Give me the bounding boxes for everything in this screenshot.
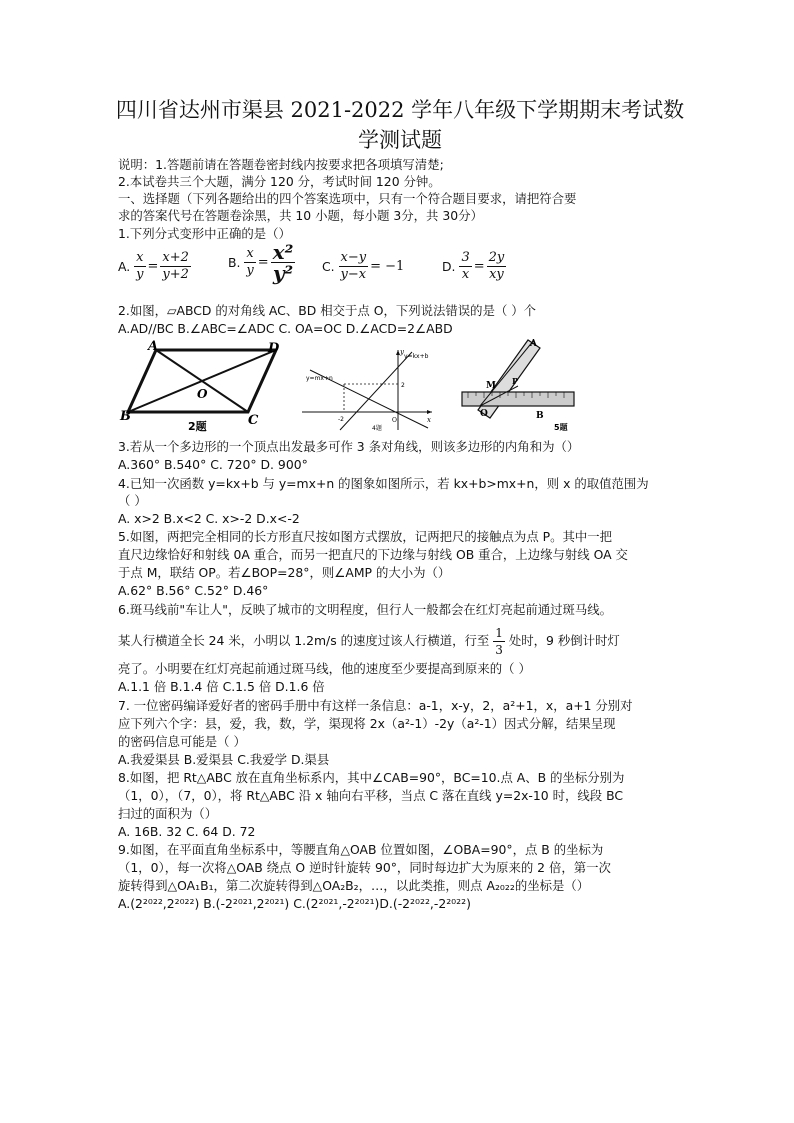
- q1-option-d: D. $\frac{3}{x}$ = $\frac{2y}{xy}$: [442, 250, 505, 282]
- section-heading-1: 一、选择题（下列各题给出的四个答案选项中，只有一个符合题目要求，请把符合要: [118, 191, 577, 206]
- q2-options: A.AD//BC B.∠ABC=∠ADC C. OA=OC D.∠ACD=2∠ABD: [118, 321, 453, 336]
- q9-line-2: （1，0），每一次将△OAB 绕点 O 逆时针旋转 90°，同时每边扩大为原来的 2 倍，第一次: [118, 860, 611, 875]
- q9-line-1: 9.如图，在平面直角坐标系中，等腰直角△OAB 位置如图，∠OBA=90°，点 B 的坐标为: [118, 842, 604, 857]
- linear-functions-figure: [300, 346, 434, 432]
- q8-line-1: 8.如图，把 Rt△ABC 放在直角坐标系内，其中∠CAB=90°，BC=10.点 A、B 的坐标分别为: [118, 770, 625, 785]
- note-1: 说明：1.答题前请在答题卷密封线内按要求把各项填写清楚;: [118, 157, 444, 172]
- figure-caption: 5题: [554, 423, 568, 432]
- q7-line-2: 应下列六个字：县，爱，我，数，学，渠现将 2x（a²-1）-2y（a²-1）因式分解，结果呈现: [118, 716, 616, 731]
- rulers-figure: [458, 338, 576, 434]
- label-value-minus-2: -2: [338, 416, 344, 423]
- q5-line-2: 直尺边缘恰好和射线 0A 重合，而另一把直尺的下边缘与射线 OB 重合，上边缘与射线 OA 交: [118, 547, 628, 562]
- q1-option-a: A. $\frac{x}{y}$ = $\frac{x+2}{y+2}$: [118, 250, 189, 282]
- label-c: C: [248, 413, 259, 428]
- horizontal-ruler: [462, 392, 574, 406]
- label-a: A: [530, 339, 537, 349]
- q6-options: A.1.1 倍 B.1.4 倍 C.1.5 倍 D.1.6 倍: [118, 679, 325, 694]
- x-axis-arrow-icon: [427, 410, 432, 414]
- section-heading-2: 求的答案代号在答题卷涂黑，共 10 小题，每小题 3分，共 30分）: [118, 208, 483, 223]
- q9-line-3: 旋转得到△OA₁B₁，第二次旋转得到△OA₂B₂，…，以此类推，则点 A₂₀₂₂的坐标是（）: [118, 878, 590, 893]
- label-value-2: 2: [401, 382, 405, 389]
- label-o: O: [197, 387, 208, 401]
- q5-line-3: 于点 M，联结 OP。若∠BOP=28°，则∠AMP 的大小为（）: [118, 565, 451, 580]
- page-title: 四川省达州市渠县 2021-2022 学年八年级下学期期末考试数: [115, 98, 685, 122]
- label-o: O: [480, 409, 488, 419]
- label-origin: O: [392, 417, 397, 424]
- q8-line-2: （1，0），（7，0），将 Rt△ABC 沿 x 轴向右平移，当点 C 落在直线 y=2x-10 时，线段 BC: [118, 788, 624, 803]
- parallelogram-figure: [118, 340, 278, 432]
- label-a: A: [148, 339, 159, 354]
- q8-options: A. 16B. 32 C. 64 D. 72: [118, 824, 256, 839]
- label-line1: y=kx+b: [404, 353, 429, 360]
- q5-options: A.62° B.56° C.52° D.46°: [118, 583, 269, 598]
- q7-options: A.我爱渠县 B.爱渠县 C.我爱学 D.渠县: [118, 752, 330, 767]
- q7-line-1: 7. 一位密码编译爱好者的密码手册中有这样一条信息：a-1，x-y，2，a²+1，x，a+1 分别对: [118, 698, 633, 713]
- q6-line-1: 6.斑马线前"车让人"，反映了城市的文明程度，但行人一般都会在红灯亮起前通过斑马线。: [118, 602, 613, 617]
- q4-stem-cont: （ ）: [118, 493, 147, 508]
- figure-caption: 2题: [188, 420, 207, 433]
- q4-options: A. x>2 B.x<2 C. x>-2 D.x<-2: [118, 511, 300, 526]
- q5-line-1: 5.如图，两把完全相同的长方形直尺按如图方式摆放，记两把尺的接触点为点 P。其中一把: [118, 529, 613, 544]
- label-x: x: [427, 416, 431, 424]
- line-kx-plus-b: [340, 352, 412, 430]
- q1-option-c: C. $\frac{x-y}{y-x}$ = −1: [322, 250, 405, 282]
- q8-line-3: 扫过的面积为（）: [118, 806, 218, 821]
- label-p: P: [512, 376, 519, 386]
- q2-stem: 2.如图，▱ABCD 的对角线 AC、BD 相交于点 O，下列说法错误的是（ ）个: [118, 303, 537, 318]
- q7-line-3: 的密码信息可能是（ ）: [118, 734, 246, 749]
- label-m: M: [486, 381, 496, 391]
- label-b: B: [120, 409, 131, 424]
- q9-options: A.(2²⁰²²,2²⁰²²) B.(-2²⁰²¹,2²⁰²¹) C.(2²⁰²¹,-2²⁰²¹)D.(-2²⁰²²,-2²⁰²²): [118, 896, 471, 911]
- q3-stem: 3.若从一个多边形的一个顶点出发最多可作 3 条对角线，则该多边形的内角和为（）: [118, 439, 580, 454]
- q6-line-3: 亮了。小明要在红灯亮起前通过斑马线，他的速度至少要提高到原来的（ ）: [118, 661, 531, 676]
- figure-caption: 4题: [372, 425, 382, 432]
- page-title-cont: 学测试题: [358, 128, 442, 152]
- label-b: B: [536, 411, 544, 421]
- q6-line-2: 某人行横道全长 24 米，小明以 1.2m/s 的速度过该人行横道，行至 $\frac{1}{3}$ 处时，9 秒倒计时灯: [118, 626, 620, 657]
- label-line2: y=mx+n: [306, 375, 333, 382]
- q4-stem: 4.已知一次函数 y=kx+b 与 y=mx+n 的图象如图所示，若 kx+b>mx+n，则 x 的取值范围为: [118, 476, 649, 491]
- q3-options: A.360° B.540° C. 720° D. 900°: [118, 457, 308, 472]
- q1-stem: 1.下列分式变形中正确的是（）: [118, 226, 291, 241]
- q1-option-b: B. $\frac{x}{y}$ = $\frac{\text{x²}}{\text{y²}}$: [228, 240, 294, 285]
- note-2: 2.本试卷共三个大题，满分 120 分，考试时间 120 分钟。: [118, 174, 441, 189]
- label-d: D: [268, 341, 280, 356]
- label-y: y: [400, 348, 404, 356]
- one-third-fraction: $\frac{1}{3}$: [495, 626, 503, 657]
